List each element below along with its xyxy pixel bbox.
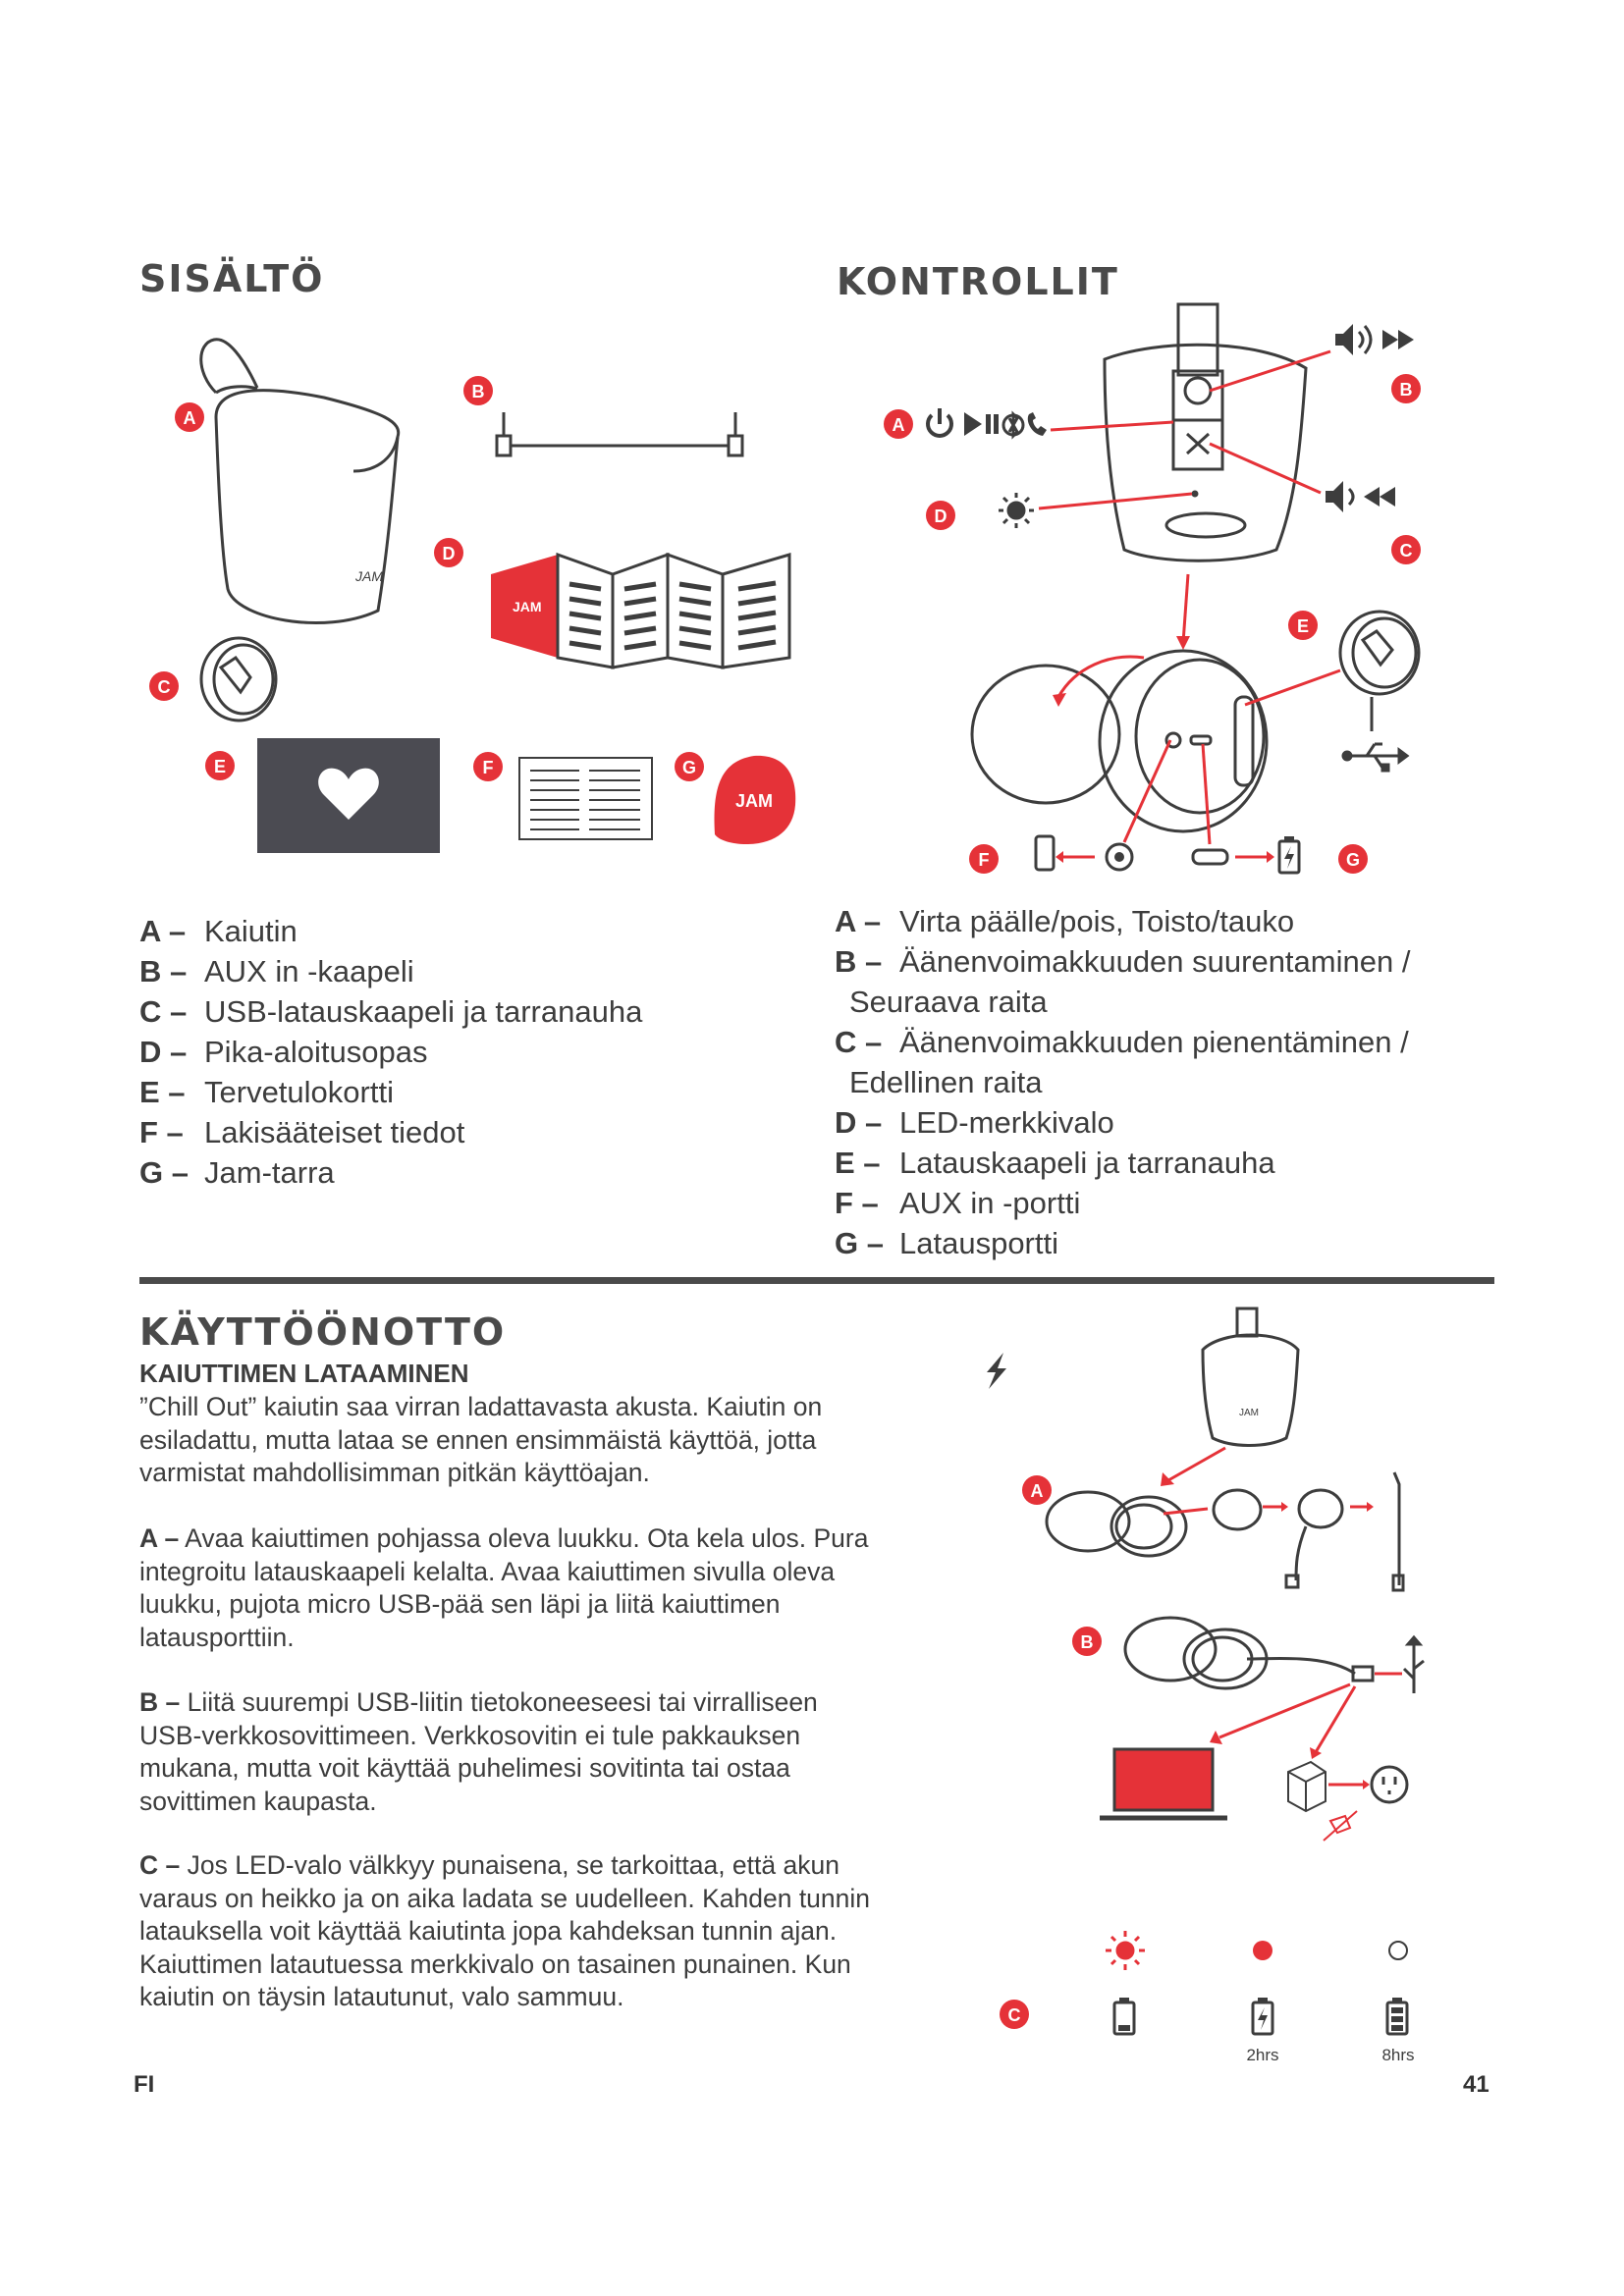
setup-title: KÄYTTÖÖNOTTO — [139, 1310, 507, 1354]
battery-full-icon — [1387, 1998, 1407, 2034]
aux-cable-icon — [497, 412, 742, 455]
footer-language: FI — [134, 2071, 155, 2098]
speaker-top-view — [1105, 304, 1306, 561]
svg-text:G: G — [1345, 850, 1361, 870]
svg-text:F: F — [978, 850, 990, 870]
previous-track-icon — [1364, 487, 1395, 507]
volume-down-icon — [1326, 481, 1353, 512]
contents-list — [139, 911, 642, 1193]
setup-step-c: C – Jos LED-valo välkkyy punaisena, se tarkoittaa, että akun varaus on heikko ja on aika ladata se uudelleen. Kahden tunnin latauksella voit käyttää kaiutinta jopa kahdeksan tunnin ajan. Kaiuttimen latautuessa merkkivalo on tasainen punainen. Kun kaiutin on täysin latautunut, valo sammuu. — [139, 1850, 871, 2011]
battery-charging-icon — [1279, 836, 1299, 873]
play-pause-icon — [964, 412, 982, 436]
svg-text:C: C — [1399, 541, 1413, 561]
laptop-icon — [1100, 1749, 1227, 1818]
phone-icon — [1028, 412, 1047, 436]
controls-item: E – Latauskaapeli ja tarranauha — [835, 1146, 1275, 1180]
svg-text:B: B — [1080, 1632, 1094, 1652]
controls-list — [835, 901, 1410, 1263]
controls-item: D – LED-merkkivalo — [835, 1105, 1114, 1140]
svg-text:B: B — [1399, 380, 1413, 400]
svg-text:JAM: JAM — [734, 791, 774, 811]
setup-intro: ”Chill Out” kaiutin saa virran ladattavasta akusta. Kaiutin on esiladattu, mutta lataa se ennen ensimmäistä käyttöä, jotta varmistat mahdollisimman pitkän käyttöajan. — [139, 1392, 823, 1487]
svg-text:A: A — [1030, 1481, 1044, 1501]
controls-item: B – Äänenvoimakkuuden suurentaminen / — [835, 944, 1411, 979]
contents-item: C – USB-latauskaapeli ja tarranauha — [139, 994, 643, 1029]
jam-sticker-icon — [714, 756, 795, 844]
led-solid-indicator — [1253, 1941, 1272, 1960]
lightning-icon — [987, 1353, 1006, 1389]
speaker-icon — [1203, 1308, 1298, 1446]
svg-text:D: D — [442, 544, 456, 563]
controls-item: C – Äänenvoimakkuuden pienentäminen / — [835, 1025, 1409, 1059]
svg-text:B: B — [471, 382, 485, 401]
charging-illustration — [972, 1301, 1463, 2066]
footer-page-number: 41 — [1463, 2071, 1489, 2098]
controls-title: KONTROLLIT — [837, 260, 1119, 303]
svg-text:C: C — [157, 677, 171, 697]
legal-sheet-icon — [519, 758, 652, 839]
phone-device-icon — [1036, 836, 1054, 870]
battery-low-icon — [1114, 1998, 1134, 2034]
section-divider — [139, 1277, 1494, 1284]
svg-text:JAM: JAM — [355, 568, 383, 584]
booklet-icon — [491, 555, 789, 667]
usb-icon — [1404, 1637, 1424, 1693]
led-sun-icon — [1106, 1931, 1145, 1970]
speaker-bottom-view — [972, 651, 1267, 831]
svg-text:C: C — [1007, 2005, 1021, 2025]
controls-item: F – AUX in -portti — [835, 1186, 1081, 1220]
controls-illustration — [864, 294, 1453, 893]
svg-text:D: D — [934, 507, 947, 526]
controls-item: A – Virta päälle/pois, Toisto/tauko — [835, 904, 1295, 938]
contents-item: A – Kaiutin — [139, 914, 298, 948]
led-sun-icon — [999, 493, 1034, 528]
cable-reel-icon — [1340, 612, 1419, 731]
contents-item: E – Tervetulokortti — [139, 1075, 394, 1109]
svg-text:A: A — [892, 415, 905, 435]
heart-card-icon — [257, 738, 440, 853]
power-icon — [928, 408, 951, 436]
setup-step-b: B – Liitä suurempi USB-liitin tietokoneeseesi tai virralliseen USB-verkkosovittimeen. Verkkosovitin ei tule pakkauksen mukana, mutta voit käyttää puhelimesi sovitinta tai ostaa sovittimen kaupasta. — [139, 1687, 818, 1816]
controls-item-continued: Edellinen raita — [849, 1065, 1043, 1099]
setup-step-a: A – Avaa kaiuttimen pohjassa oleva luukku. Ota kela ulos. Pura integroitu latauskaapeli kelalta. Avaa kaiuttimen sivulla oleva luukku, pujota micro USB-pää sen läpi ja liitä kaiuttimen latausporttiin. — [139, 1523, 869, 1652]
svg-text:E: E — [213, 757, 227, 776]
contents-illustration — [137, 324, 825, 864]
volume-up-icon — [1335, 324, 1371, 355]
svg-text:G: G — [681, 758, 697, 777]
svg-text:F: F — [482, 758, 494, 777]
contents-item: G – Jam-tarra — [139, 1155, 335, 1190]
wall-adapter-icon — [1288, 1762, 1326, 1811]
cable-reel-icon — [201, 638, 276, 721]
controls-item-continued: Seuraava raita — [849, 985, 1048, 1019]
speaker-icon — [201, 340, 399, 623]
contents-item: F – Lakisääteiset tiedot — [139, 1115, 465, 1149]
battery-charging-icon — [1253, 1998, 1272, 2034]
led-off-indicator — [1389, 1942, 1407, 1959]
setup-subtitle: KAIUTTIMEN LATAAMINEN — [139, 1359, 469, 1388]
contents-title: SISÄLTÖ — [139, 257, 325, 300]
contents-item: B – AUX in -kaapeli — [139, 954, 414, 988]
svg-text:A: A — [183, 408, 196, 428]
charge-time-2hrs: 2hrs — [1246, 2046, 1279, 2064]
next-track-icon — [1382, 330, 1414, 349]
svg-text:JAM: JAM — [1239, 1408, 1259, 1418]
svg-text:JAM: JAM — [513, 599, 542, 614]
controls-item: G – Latausportti — [835, 1226, 1058, 1260]
contents-item: D – Pika-aloitusopas — [139, 1035, 428, 1069]
outlet-icon — [1372, 1767, 1407, 1802]
usb-icon — [1343, 744, 1407, 771]
charge-time-8hrs: 8hrs — [1381, 2046, 1415, 2064]
svg-text:E: E — [1296, 616, 1310, 636]
bluetooth-icon — [1003, 414, 1023, 436]
